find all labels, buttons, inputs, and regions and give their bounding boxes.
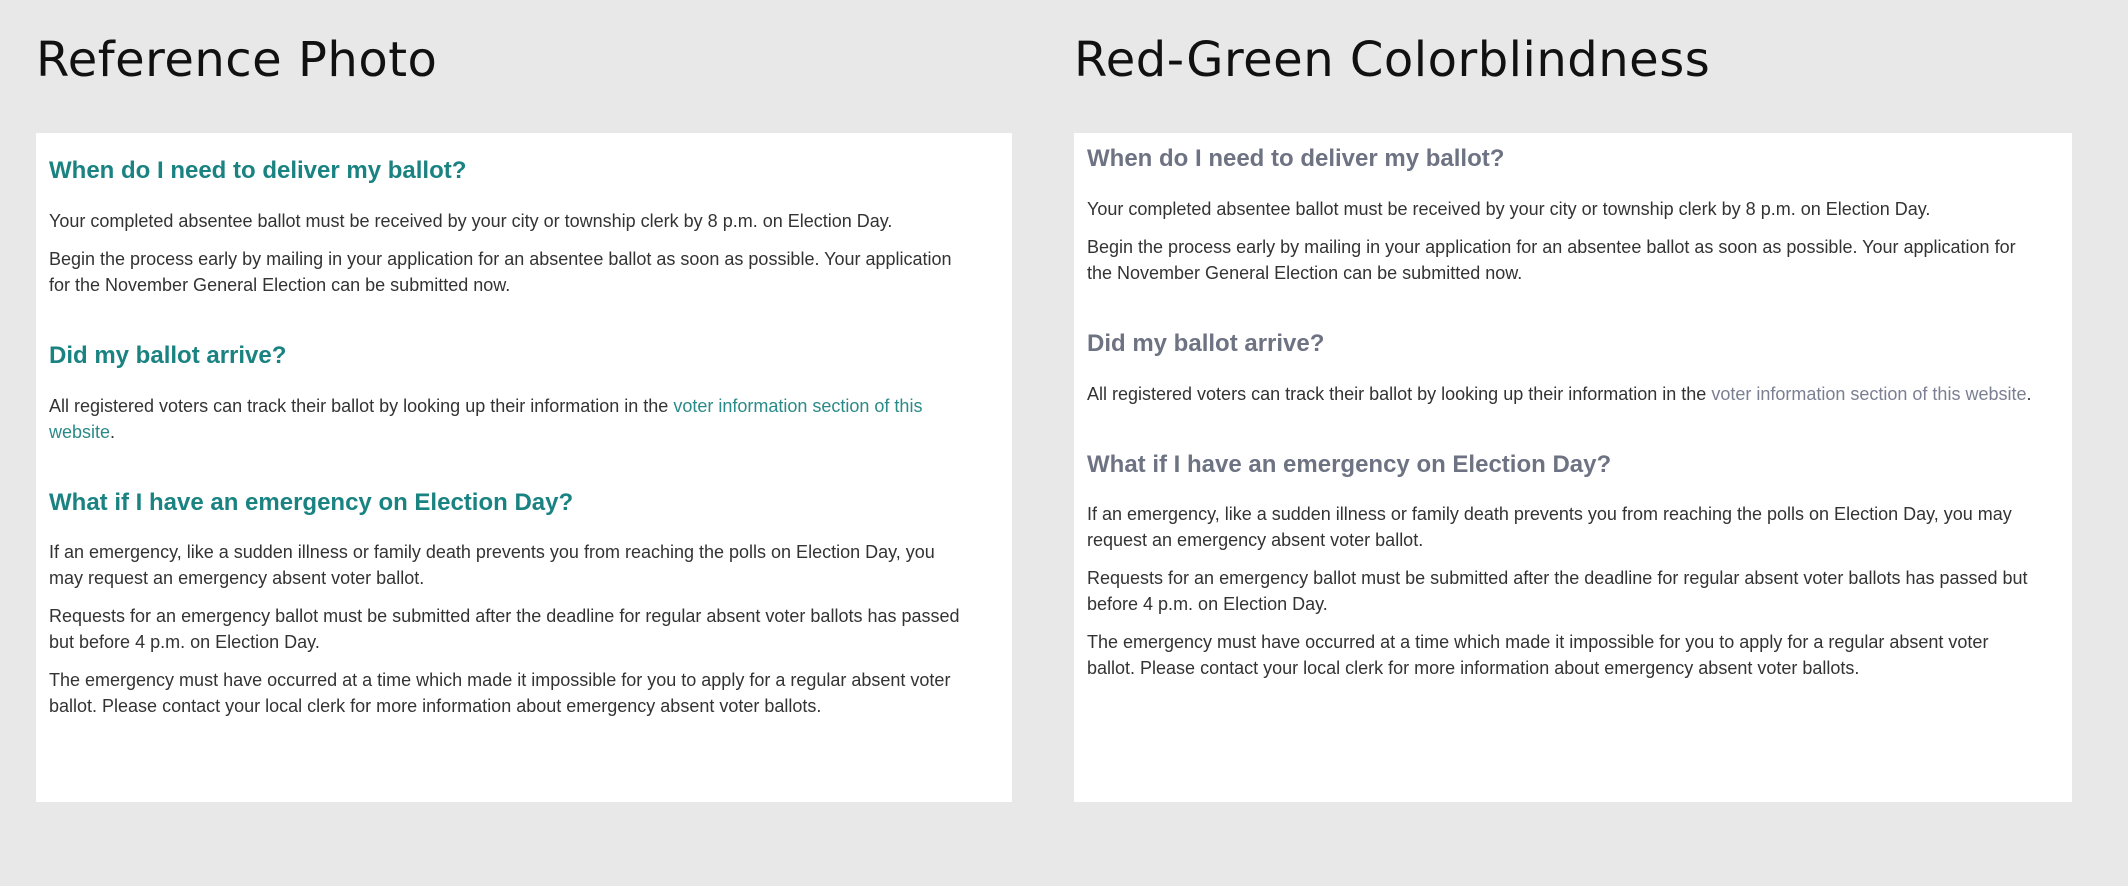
arrive-heading: Did my ballot arrive? xyxy=(49,341,287,369)
deliver-heading: When do I need to deliver my ballot? xyxy=(49,157,467,184)
deliver-paragraph-2: Begin the process early by mailing in your application for an absentee ballot as soon as possible. Your application for the November General Election can be submitted now. xyxy=(1087,236,2016,283)
arrive-section xyxy=(1087,330,2032,407)
emergency-paragraph-3: The emergency must have occurred at a time which made it impossible for you to apply for a regular absent voter ballot. Please contact your local clerk for more information about emergency absent voter ballots. xyxy=(49,670,951,717)
emergency-section xyxy=(49,489,972,720)
emergency-paragraph-3: The emergency must have occurred at a time which made it impossible for you to apply for a regular absent voter ballot. Please contact your local clerk for more information about emergency absent voter ballots. xyxy=(1087,632,1989,679)
reference-photo-title: Reference Photo xyxy=(36,32,438,88)
emergency-paragraph-1: If an emergency, like a sudden illness or family death prevents you from reaching the polls on Election Day, you may request an emergency absent voter ballot. xyxy=(49,542,935,589)
arrive-text: All registered voters can track their ballot by looking up their information in the xyxy=(1087,383,1712,404)
deliver-heading: When do I need to deliver my ballot? xyxy=(1087,145,1505,172)
voter-information-link[interactable]: voter information section of this website xyxy=(49,395,923,442)
arrive-paragraph xyxy=(1087,381,2032,407)
emergency-paragraph-2: Requests for an emergency ballot must be submitted after the deadline for regular absent voter ballots has passed but before 4 p.m. on Election Day. xyxy=(49,606,960,653)
arrive-text: All registered voters can track their ballot by looking up their information in the xyxy=(49,395,674,416)
arrive-paragraph xyxy=(49,393,972,445)
arrive-heading: Did my ballot arrive? xyxy=(1087,329,1325,357)
emergency-section xyxy=(1087,451,2032,682)
arrive-period: . xyxy=(2026,383,2032,404)
voter-information-link[interactable]: voter information section of this website xyxy=(1711,383,2027,404)
deliver-paragraph-1: Your completed absentee ballot must be received by your city or township clerk by 8 p.m. on Election Day. xyxy=(49,210,893,231)
colorblindness-title: Red-Green Colorblindness xyxy=(1074,32,1711,88)
deliver-section xyxy=(49,157,972,298)
colorblind-card xyxy=(1074,133,2072,802)
deliver-paragraph-1: Your completed absentee ballot must be received by your city or township clerk by 8 p.m. on Election Day. xyxy=(1087,198,1931,219)
emergency-paragraph-1: If an emergency, like a sudden illness or family death prevents you from reaching the polls on Election Day, you may request an emergency absent voter ballot. xyxy=(1087,504,2012,551)
emergency-heading: What if I have an emergency on Election Day? xyxy=(1087,450,1612,478)
deliver-paragraph-2: Begin the process early by mailing in your application for an absentee ballot as soon as possible. Your application for the November General Election can be submitted now. xyxy=(49,248,952,295)
reference-card xyxy=(36,133,1012,802)
arrive-period: . xyxy=(110,421,116,442)
emergency-heading: What if I have an emergency on Election Day? xyxy=(49,488,574,516)
arrive-section xyxy=(49,342,972,445)
emergency-paragraph-2: Requests for an emergency ballot must be submitted after the deadline for regular absent voter ballots has passed but before 4 p.m. on Election Day. xyxy=(1087,568,2028,615)
deliver-section xyxy=(1087,145,2032,286)
